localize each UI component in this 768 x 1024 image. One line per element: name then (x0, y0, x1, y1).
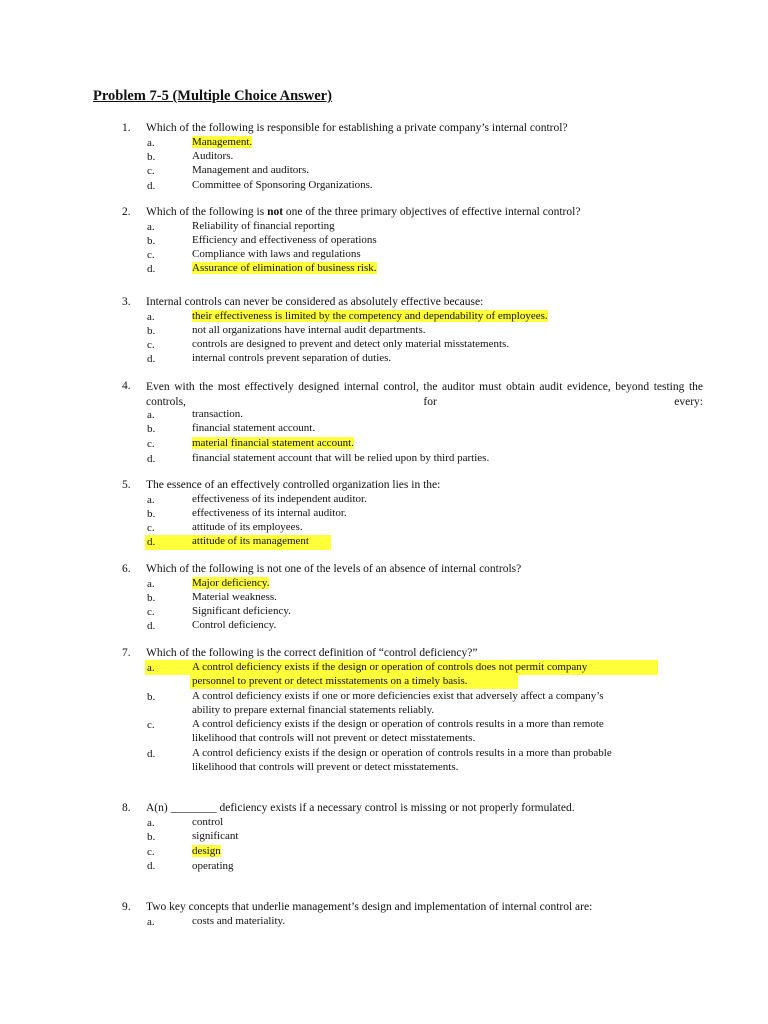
option-letter-c: c. (147, 606, 155, 618)
option-a-answer: Management. (192, 136, 253, 148)
option-letter-a: a. (147, 137, 155, 149)
option-a-answer-line1: A control deficiency exists if the design or operation of controls does not permit company (192, 661, 588, 673)
question-text-part: one of the three primary objectives of effective internal control? (283, 206, 581, 218)
option-d-line1: A control deficiency exists if the design or operation of controls results in a more than probable (192, 747, 612, 759)
option-a: costs and materiality. (192, 915, 286, 927)
option-letter-c: c. (147, 846, 155, 858)
option-letter-a: a. (147, 221, 155, 233)
option-d: internal controls prevent separation of duties. (192, 352, 392, 364)
option-c: Significant deficiency. (192, 605, 291, 617)
option-d-answer: Assurance of elimination of business risk. (192, 262, 377, 274)
option-c: Compliance with laws and regulations (192, 248, 361, 260)
option-d: operating (192, 860, 234, 872)
option-a: control (192, 816, 224, 828)
option-c: Management and auditors. (192, 164, 309, 176)
question-text: Which of the following is responsible for establishing a private company’s internal control? (146, 122, 568, 134)
question-number: 6. (122, 563, 131, 575)
option-letter-b: b. (147, 325, 156, 337)
option-letter-c: c. (147, 719, 155, 731)
question-number: 2. (122, 206, 131, 218)
question-number: 7. (122, 647, 131, 659)
option-b: effectiveness of its internal auditor. (192, 507, 347, 519)
option-letter-b: b. (147, 151, 156, 163)
option-letter-b: b. (147, 592, 156, 604)
question-text (146, 206, 580, 218)
option-c-line2: likelihood that controls will not prevent or detect misstatements. (192, 732, 476, 744)
option-c-line1: A control deficiency exists if the design or operation of controls results in a more than remote (192, 718, 604, 730)
option-b: Material weakness. (192, 591, 277, 603)
option-letter-a: a. (147, 578, 155, 590)
option-d-line2: likelihood that controls will prevent or detect misstatements. (192, 761, 459, 773)
option-b: Efficiency and effectiveness of operations (192, 234, 377, 246)
option-letter-d: d. (147, 620, 156, 632)
option-letter-a: a. (147, 916, 155, 928)
question-text: The essence of an effectively controlled organization lies in the: (146, 479, 441, 491)
option-letter-c: c. (147, 522, 155, 534)
question-text: Which of the following is the correct definition of “control deficiency?” (146, 647, 478, 659)
option-letter-c: c. (147, 438, 155, 450)
question-number: 8. (122, 802, 131, 814)
option-letter-d: d. (147, 453, 156, 465)
option-letter-a: a. (147, 494, 155, 506)
question-text: A(n) ________ deficiency exists if a necessary control is missing or not properly formulated. (146, 802, 575, 814)
option-b: financial statement account. (192, 422, 316, 434)
option-letter-c: c. (147, 165, 155, 177)
option-b-line2: ability to prepare external financial statements reliably. (192, 704, 435, 716)
question-number: 9. (122, 901, 131, 913)
option-d: Committee of Sponsoring Organizations. (192, 179, 373, 191)
option-letter-d: d. (147, 180, 156, 192)
option-letter-a: a. (147, 817, 155, 829)
question-number: 4. (122, 380, 131, 392)
option-a-answer-line2: personnel to prevent or detect misstatements on a timely basis. (192, 675, 468, 687)
option-b: not all organizations have internal audit departments. (192, 324, 426, 336)
option-letter-c: c. (147, 339, 155, 351)
option-letter-d: d. (147, 353, 156, 365)
option-d: Control deficiency. (192, 619, 277, 631)
question-text: Even with the most effectively designed internal control, the auditor must obtain audit evidence, beyond testing the controls, for every: (146, 381, 703, 408)
question-text: Internal controls can never be considered as absolutely effective because: (146, 296, 484, 308)
option-letter-d: d. (147, 263, 156, 275)
option-c-answer: material financial statement account. (192, 437, 354, 449)
option-letter-d: d. (147, 748, 156, 760)
question-text-part: Which of the following is (146, 206, 268, 218)
option-letter-c: c. (147, 249, 155, 261)
page-title: Problem 7-5 (Multiple Choice Answer) (93, 88, 332, 104)
option-letter-a: a. (147, 662, 155, 674)
option-b-line1: A control deficiency exists if one or more deficiencies exist that adversely affect a company’s (192, 690, 604, 702)
option-letter-d: d. (147, 536, 156, 548)
option-c-answer: design (192, 845, 221, 857)
question-text: Which of the following is not one of the levels of an absence of internal controls? (146, 563, 522, 575)
option-letter-b: b. (147, 691, 156, 703)
option-b: Auditors. (192, 150, 234, 162)
option-a-answer: their effectiveness is limited by the competency and dependability of employees. (192, 310, 548, 322)
option-d-answer: attitude of its management (192, 535, 309, 547)
option-letter-b: b. (147, 831, 156, 843)
option-letter-b: b. (147, 235, 156, 247)
option-b: significant (192, 830, 239, 842)
question-number: 3. (122, 296, 131, 308)
option-letter-d: d. (147, 860, 156, 872)
option-a: Reliability of financial reporting (192, 220, 335, 232)
option-a: transaction. (192, 408, 244, 420)
option-letter-a: a. (147, 311, 155, 323)
option-letter-a: a. (147, 409, 155, 421)
option-a: effectiveness of its independent auditor. (192, 493, 367, 505)
option-letter-b: b. (147, 423, 156, 435)
option-d: financial statement account that will be relied upon by third parties. (192, 452, 490, 464)
option-c: attitude of its employees. (192, 521, 303, 533)
question-text: Two key concepts that underlie management’s design and implementation of internal control are: (146, 901, 593, 913)
question-text-emphasis: not (267, 206, 284, 218)
option-letter-b: b. (147, 508, 156, 520)
question-number: 1. (122, 122, 131, 134)
question-number: 5. (122, 479, 131, 491)
option-c: controls are designed to prevent and detect only material misstatements. (192, 338, 510, 350)
option-a-answer: Major deficiency. (192, 577, 270, 589)
